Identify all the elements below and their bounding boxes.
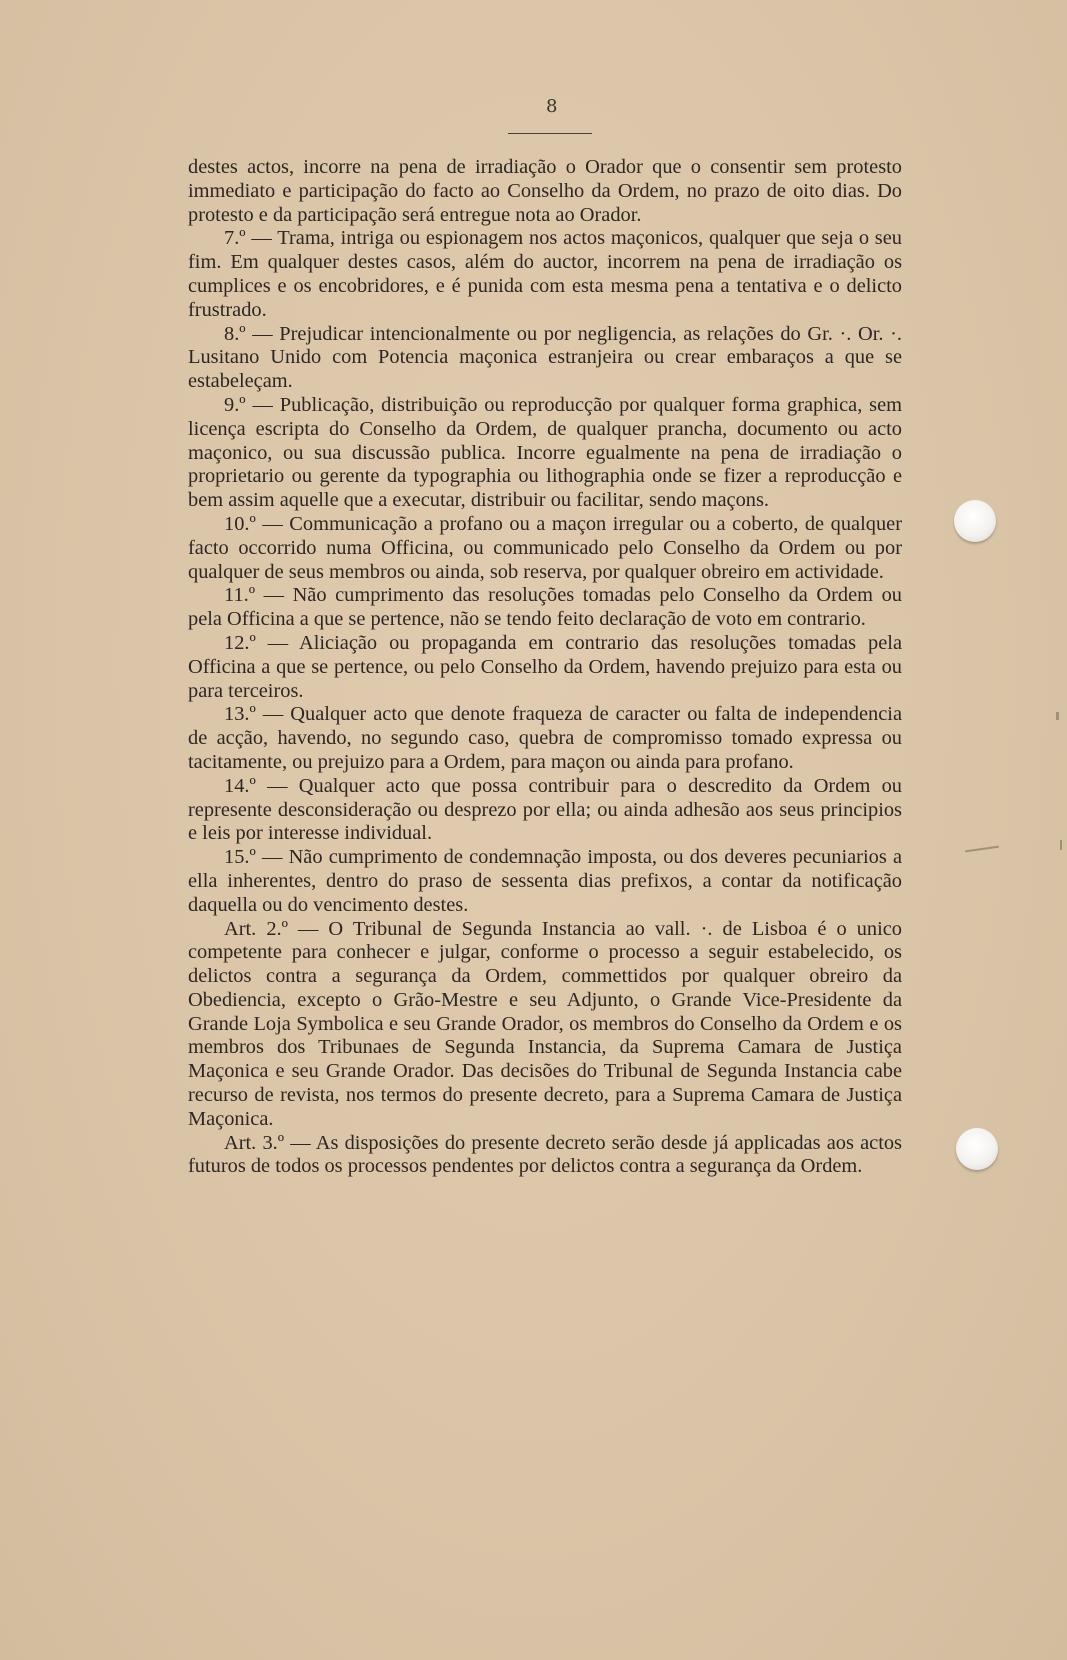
paragraph-item-9: 9.º — Publicação, distribuição ou reproducção por qualquer forma graphica, sem licença escripta do Conselho da Ordem, de qualquer prancha, documento ou acto maçonico, ou sua discussão publica. Incorre egualmente na pena de irradiação o proprietario ou gerente da typographia ou lithographia onde se fizer a reproducção e bem assim aquelle que a executar, distribuir ou facilitar, sendo maçons. [188, 393, 902, 512]
punch-hole [956, 1128, 998, 1170]
paragraph-item-14: 14.º — Qualquer acto que possa contribuir para o descredito da Ordem ou represente desconsideração ou desprezo por ella; ou ainda adhesão aos seus principios e leis por interesse individual. [188, 774, 902, 845]
paragraph-item-8: 8.º — Prejudicar intencionalmente ou por negligencia, as relações do Gr. ·. Or. ·. Lusitano Unido com Potencia maçonica estranjeira ou crear embaraços a que se estabeleçam. [188, 322, 902, 393]
paragraph-item-10: 10.º — Communicação a profano ou a maçon irregular ou a coberto, de qualquer facto occorrido numa Officina, ou communicado pelo Conselho da Ordem ou por qualquer de seus membros ou ainda, sob reserva, por qualquer obreiro em actividade. [188, 512, 902, 583]
paragraph-continuation: destes actos, incorre na pena de irradiação o Orador que o consentir sem protesto immediato e participação do facto ao Conselho da Ordem, no prazo de oito dias. Do protesto e da participação será entregue nota ao Orador. [188, 156, 902, 226]
paragraph-item-7: 7.º — Trama, intriga ou espionagem nos actos maçonicos, qualquer que seja o seu fim. Em qualquer destes casos, além do auctor, incorrem na pena de irradiação os cumplices e os encobridores, e é punida com esta mesma pena a tentativa e o delicto frustrado. [188, 227, 902, 321]
paragraph-item-11: 11.º — Não cumprimento das resoluções tomadas pelo Conselho da Ordem ou pela Officina a que se pertence, não se tendo feito declaração de voto em contrario. [188, 584, 902, 631]
header-rule [508, 133, 592, 134]
paper-mark [1060, 840, 1062, 850]
paragraph-item-13: 13.º — Qualquer acto que denote fraqueza de caracter ou falta de independencia de acção, havendo, no segundo caso, quebra de compromisso tomado expressa ou tacitamente, ou prejuizo para a Ordem, para maçon ou ainda para profano. [188, 703, 902, 773]
paragraph-item-12: 12.º — Aliciação ou propaganda em contrario das resoluções tomadas pela Officina a que se pertence, ou pelo Conselho da Ordem, havendo prejuizo para esta ou para terceiros. [188, 631, 902, 702]
paper-mark [965, 846, 999, 853]
paragraph-article-3: Art. 3.º — As disposições do presente decreto serão desde já applicadas aos actos futuros de todos os processos pendentes por delictos contra a segurança da Ordem. [188, 1131, 902, 1178]
punch-hole [954, 500, 996, 542]
paragraph-item-15: 15.º — Não cumprimento de condemnação imposta, ou dos deveres pecuniarios a ella inherentes, dentro do praso de sessenta dias prefixos, a contar da notificação daquella ou do vencimento destes. [188, 846, 902, 916]
body-text [188, 156, 902, 1179]
page-number: 8 [546, 96, 558, 117]
paragraph-article-2: Art. 2.º — O Tribunal de Segunda Instancia ao vall. ·. de Lisboa é o unico competente para conhecer e julgar, conforme o processo a seguir estabelecido, os delictos contra a segurança da Ordem, commettidos por qualquer obreiro da Obediencia, excepto o Grão-Mestre e seu Adjunto, o Grande Vice-Presidente da Grande Loja Symbolica e seu Grande Orador, os membros do Conselho da Ordem e os membros dos Tribunaes de Segunda Instancia, da Suprema Camara de Justiça Maçonica e seu Grande Orador. Das decisões do Tribunal de Segunda Instancia cabe recurso de revista, nos termos do presente decreto, para a Suprema Camara de Justiça Maçonica. [188, 917, 902, 1130]
paper-mark [1056, 712, 1059, 720]
